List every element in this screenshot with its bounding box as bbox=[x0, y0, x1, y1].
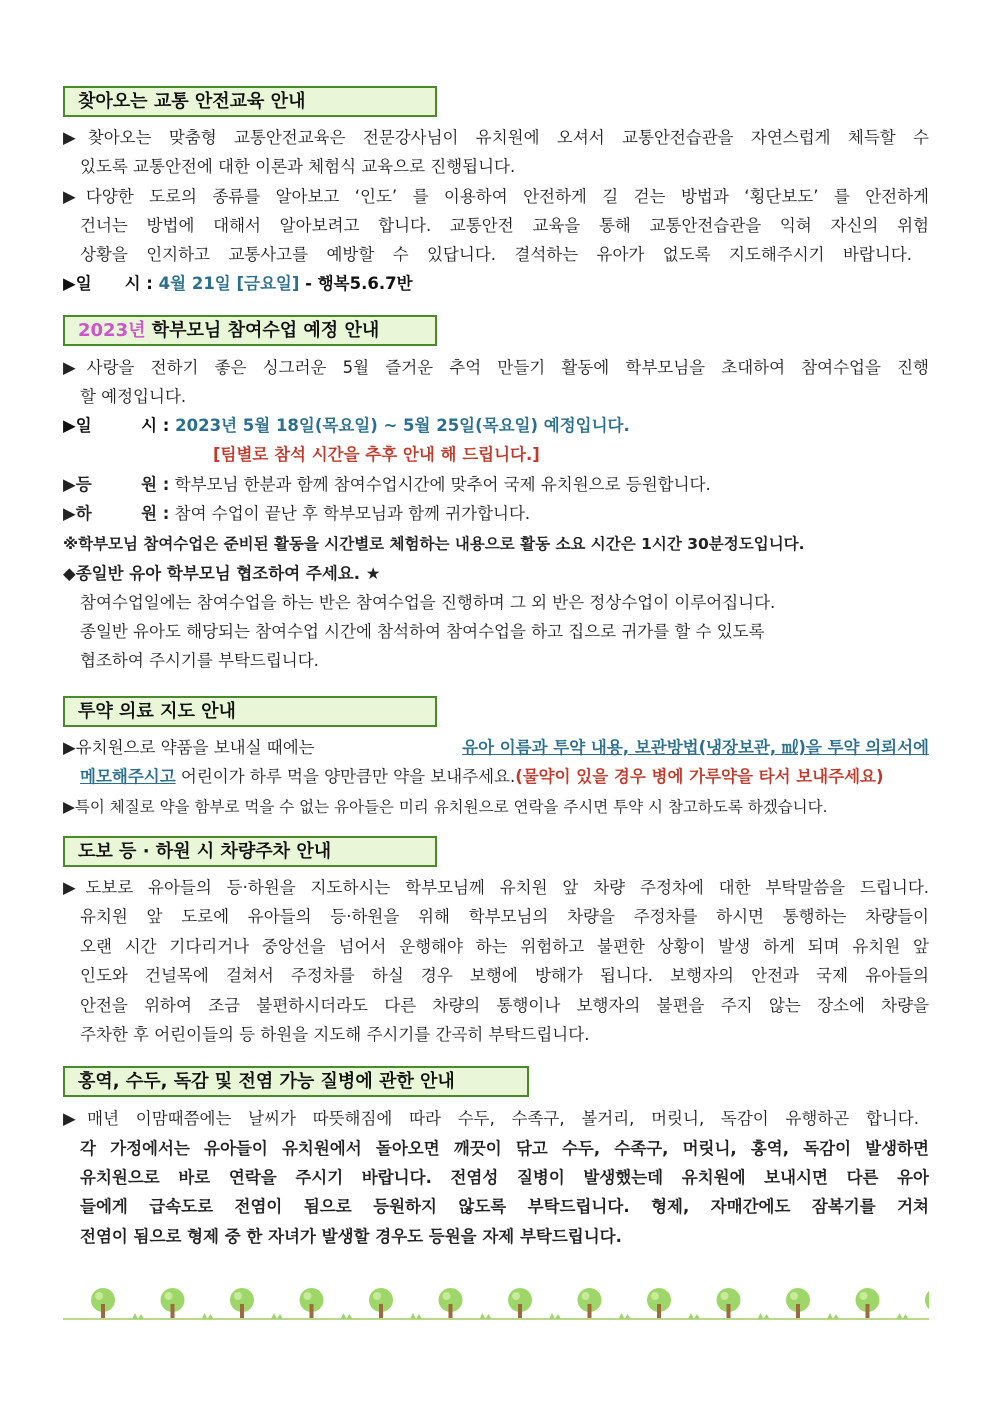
tree-icon bbox=[856, 1288, 880, 1318]
section-title: 홍역, 수두, 독감 및 전염 가능 질병에 관한 안내 bbox=[78, 1071, 455, 1092]
section-header-parents bbox=[63, 315, 437, 346]
parents-date-label: ▶일 시 : bbox=[63, 416, 170, 435]
parents-p1-line2: 할 예정입니다. bbox=[80, 387, 187, 406]
section-header-parking bbox=[63, 836, 437, 867]
medicine-line2 bbox=[80, 766, 884, 788]
allday-line1: 참여수업일에는 참여수업을 하는 반은 참여수업을 진행하며 그 외 반은 정상수업이 이루어집니다. bbox=[80, 593, 776, 612]
tree-icon bbox=[786, 1288, 810, 1318]
tree-icon bbox=[717, 1288, 741, 1318]
medicine-line1 bbox=[63, 737, 929, 759]
medicine-line1-a: ▶유치원으로 약품을 보내실 때에는 bbox=[63, 738, 315, 757]
tree-icon bbox=[161, 1288, 185, 1318]
medicine-line2-c: (물약이 있을 경우 병에 가루약을 타서 보내주세요) bbox=[515, 767, 884, 786]
parking-line2: 유치원 앞 도로에 유아들의 등·하원을 위해 학부모님의 차량을 주정차를 하시면 통행하는 차량들이 bbox=[80, 907, 929, 926]
parents-note: ※학부모님 참여수업은 준비된 활동을 시간별로 체험하는 내용으로 활동 소요 시간은 1시간 30분정도입니다. bbox=[63, 535, 805, 553]
tree-icon bbox=[91, 1288, 115, 1318]
medicine-line3: ▶특이 체질로 약을 함부로 먹을 수 없는 유아들은 미리 유치원으로 연락을 주시면 투약 시 참고하도록 하겠습니다. bbox=[63, 798, 828, 816]
section-header-medicine bbox=[63, 696, 437, 727]
parents-p1-line1: ▶사랑을 전하기 좋은 싱그러운 5월 즐거운 추억 만들기 활동에 학부모님을 초대하여 참여수업을 진행 bbox=[63, 358, 929, 377]
parents-arrive-label: ▶등 원 : bbox=[63, 475, 170, 494]
traffic-p1-line2: 있도록 교통안전에 대한 이론과 체험식 교육으로 진행됩니다. bbox=[80, 157, 516, 176]
parents-leave-label: ▶하 원 : bbox=[63, 504, 170, 523]
tree-icon bbox=[925, 1288, 929, 1318]
traffic-date-row bbox=[63, 273, 413, 295]
parking-line6: 주차한 후 어린이들의 등 하원을 지도해 주시기를 간곡히 부탁드립니다. bbox=[80, 1025, 590, 1044]
parents-leave-value: 참여 수업이 끝난 후 학부모님과 함께 귀가합니다. bbox=[174, 504, 531, 523]
tree-icon bbox=[647, 1288, 671, 1318]
parking-line4: 인도와 건널목에 걸쳐서 주정차를 하실 경우 보행에 방해가 됩니다. 보행자의 안전과 국제 유아들의 bbox=[80, 966, 929, 985]
traffic-p2-line3: 상황을 인지하고 교통사고를 예방할 수 있답니다. 결석하는 유아가 없도록 지도해주시기 바랍니다. bbox=[80, 245, 912, 264]
allday-line2: 종일반 유아도 해당되는 참여수업 시간에 참석하여 참여수업을 하고 집으로 귀가를 할 수 있도록 bbox=[80, 622, 765, 641]
traffic-p1-line1: ▶찾아오는 맞춤형 교통안전교육은 전문강사님이 유치원에 오셔서 교통안전습관을 자연스럽게 체득할 수 bbox=[63, 128, 929, 147]
traffic-date-suffix: - 행복5.6.7반 bbox=[305, 274, 413, 293]
disease-line4: 들에게 급속도로 전염이 됨으로 등원하지 않도록 부탁드립니다. 형제, 자매간에도 잠복기를 거쳐 bbox=[80, 1197, 929, 1216]
parents-date-note: [팀별로 참석 시간을 추후 안내 해 드립니다.] bbox=[213, 445, 540, 464]
tree-icon bbox=[369, 1288, 393, 1318]
section-title: 찾아오는 교통 안전교육 안내 bbox=[78, 91, 306, 112]
tree-icon bbox=[578, 1288, 602, 1318]
disease-line2: 각 가정에서는 유아들이 유치원에서 돌아오면 깨끗이 닦고 수두, 수족구, 머릿니, 홍역, 독감이 발생하면 bbox=[80, 1139, 929, 1158]
parents-leave-row bbox=[63, 503, 530, 525]
parents-date-value: 2023년 5월 18일(목요일) ~ 5월 25일(목요일) 예정입니다. bbox=[175, 416, 630, 435]
traffic-date-label: ▶일 시 : bbox=[63, 274, 153, 293]
disease-line5: 전염이 됨으로 형제 중 한 자녀가 발생할 경우도 등원을 자제 부탁드립니다. bbox=[80, 1227, 622, 1246]
medicine-line1-b: 유아 이름과 투약 내용, 보관방법(냉장보관, ㎖)을 투약 의뢰서에 bbox=[462, 738, 929, 757]
disease-line3: 유치원으로 바로 연락을 주시기 바랍니다. 전염성 질병이 발생했는데 유치원에 보내시면 다른 유아 bbox=[80, 1168, 929, 1187]
tree-icon bbox=[230, 1288, 254, 1318]
tree-icon bbox=[439, 1288, 463, 1318]
disease-line1: ▶매년 이맘때쯤에는 날씨가 따뜻해짐에 따라 수두, 수족구, 볼거리, 머릿니, 독감이 유행하곤 합니다. bbox=[63, 1109, 919, 1128]
section-title: 학부모님 참여수업 예정 안내 bbox=[145, 320, 380, 341]
section-title: 도보 등 · 하원 시 차량주차 안내 bbox=[78, 841, 332, 862]
parents-arrive-row bbox=[63, 474, 711, 496]
traffic-p2-line1: ▶다양한 도로의 종류를 알아보고 ‘인도’ 를 이용하여 안전하게 길 걷는 방법과 ‘횡단보도’ 를 안전하게 bbox=[63, 187, 929, 206]
allday-title: ◆종일반 유아 학부모님 협조하여 주세요. ★ bbox=[63, 564, 381, 583]
tree-icon bbox=[508, 1288, 532, 1318]
section-header-disease bbox=[63, 1066, 529, 1097]
traffic-p2-line2: 건너는 방법에 대해서 알아보려고 합니다. 교통안전 교육을 통해 교통안전습관을 익혀 자신의 위험 bbox=[80, 216, 929, 235]
parking-line5: 안전을 위하여 조금 불편하시더라도 다른 차량의 통행이나 보행자의 불편을 주지 않는 장소에 차량을 bbox=[80, 996, 929, 1015]
parents-date-row bbox=[63, 415, 630, 437]
medicine-line2-a: 메모해주시고 bbox=[80, 767, 176, 786]
allday-line3: 협조하여 주시기를 부탁드립니다. bbox=[80, 651, 319, 670]
traffic-date-value: 4월 21일 [금요일] bbox=[158, 274, 300, 293]
tree-border-icon bbox=[63, 1286, 929, 1322]
parking-line1: ▶도보로 유아들의 등·하원을 지도하시는 학부모님께 유치원 앞 차량 주정차에 대한 부탁말씀을 드립니다. bbox=[63, 878, 929, 897]
medicine-line2-b: 어린이가 하루 먹을 양만큼만 약을 보내주세요. bbox=[175, 767, 516, 786]
section-title: 투약 의료 지도 안내 bbox=[78, 701, 236, 722]
section-title-year: 2023년 bbox=[78, 320, 146, 341]
parents-arrive-value: 학부모님 한분과 함께 참여수업시간에 맞추어 국제 유치원으로 등원합니다. bbox=[174, 475, 711, 494]
section-header-traffic bbox=[63, 86, 437, 117]
parking-line3: 오랜 시간 기다리거나 중앙선을 넘어서 운행해야 하는 위험하고 불편한 상황이 발생 하게 되며 유치원 앞 bbox=[80, 937, 929, 956]
tree-icon bbox=[300, 1288, 324, 1318]
